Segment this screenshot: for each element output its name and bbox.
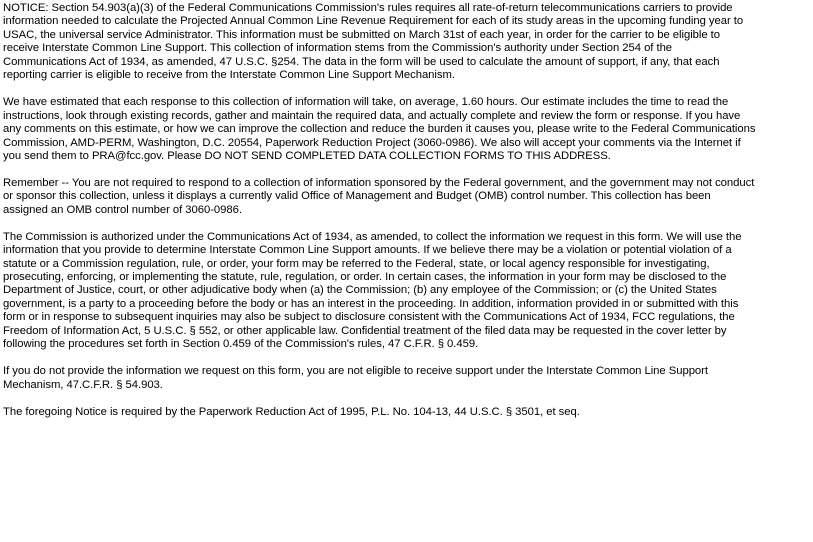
paperwork-act-paragraph: The foregoing Notice is required by the Paperwork Reduction Act of 1995, P.L. No. 104-13, 44 U.S.C. § 3501, et seq. [3, 405, 580, 418]
omb-control-paragraph: Remember -- You are not required to respond to a collection of information sponsored by the Federal government, and the government may not conduct or sponsor this collection, unless it displays a currently valid Office of Management and Budget (OMB) control number. This collection has been assigned an OMB control number of 3060-0986. [3, 176, 755, 216]
burden-estimate-paragraph: We have estimated that each response to this collection of information will take, on average, 1.60 hours. Our estimate includes the time to read the instructions, look through existing records, gather and maintain the required data, and actually complete and review the form or response. If you have any comments on this estimate, or how we can improve the collection and reduce the burden it causes you, please write to the Federal Communications Commission, AMD-PERM, Washington, D.C. 20554, Paperwork Reduction Project (3060-0986). We also will accept your comments via the Internet if you send them to PRA@fcc.gov. Please DO NOT SEND COMPLETED DATA COLLECTION FORMS TO THIS ADDRESS. [3, 96, 756, 162]
notice-paragraph-section-54-903: NOTICE: Section 54.903(a)(3) of the Federal Communications Commission's rules requires all rate-of-return telecommunications carriers to provide information needed to calculate the Projected Annual Common Line Revenue Requirement for each of its study areas in the upcoming funding year to USAC, the universal service Administrator. This information must be submitted on March 31st of each year, in order for the carrier to be eligible to receive Interstate Common Line Support. This collection of information stems from the Commission's authority under Section 254 of the Communications Act of 1934, as amended, 47 U.S.C. §254. The data in the form will be used to calculate the amount of support, if any, that each reporting carrier is eligible to receive from the Interstate Common Line Support Mechanism. [3, 2, 744, 82]
eligibility-paragraph: If you do not provide the information we request on this form, you are not eligible to receive support under the Interstate Common Line Support Mechanism, 47.C.F.R. § 54.903. [3, 365, 708, 391]
authority-paragraph: The Commission is authorized under the Communications Act of 1934, as amended, to collect the information we request in this form. We will use the information that you provide to determine Interstate Common Line Support amounts. If we believe there may be a violation or potential violation of a statute or a Commission regulation, rule, or order, your form may be referred to the Federal, state, or local agency responsible for investigating, prosecuting, enforcing, or implementing the statute, rule, regulation, or order. In certain cases, the information in your form may be disclosed to the Department of Justice, court, or other adjudicative body when (a) the Commission; (b) any employee of the Commission; or (c) the United States government, is a party to a proceeding before the body or has an interest in the proceeding. In addition, information provided in or submitted with this form or in response to subsequent inquiries may also be subject to disclosure consistent with the Communications Act of 1934, FCC regulations, the Freedom of Information Act, 5 U.S.C. § 552, or other applicable law. Confidential treatment of the filed data may be requested in the cover letter by following the procedures set forth in Section 0.459 of the Commission's rules, 47 C.F.R. § 0.459. [3, 230, 742, 351]
